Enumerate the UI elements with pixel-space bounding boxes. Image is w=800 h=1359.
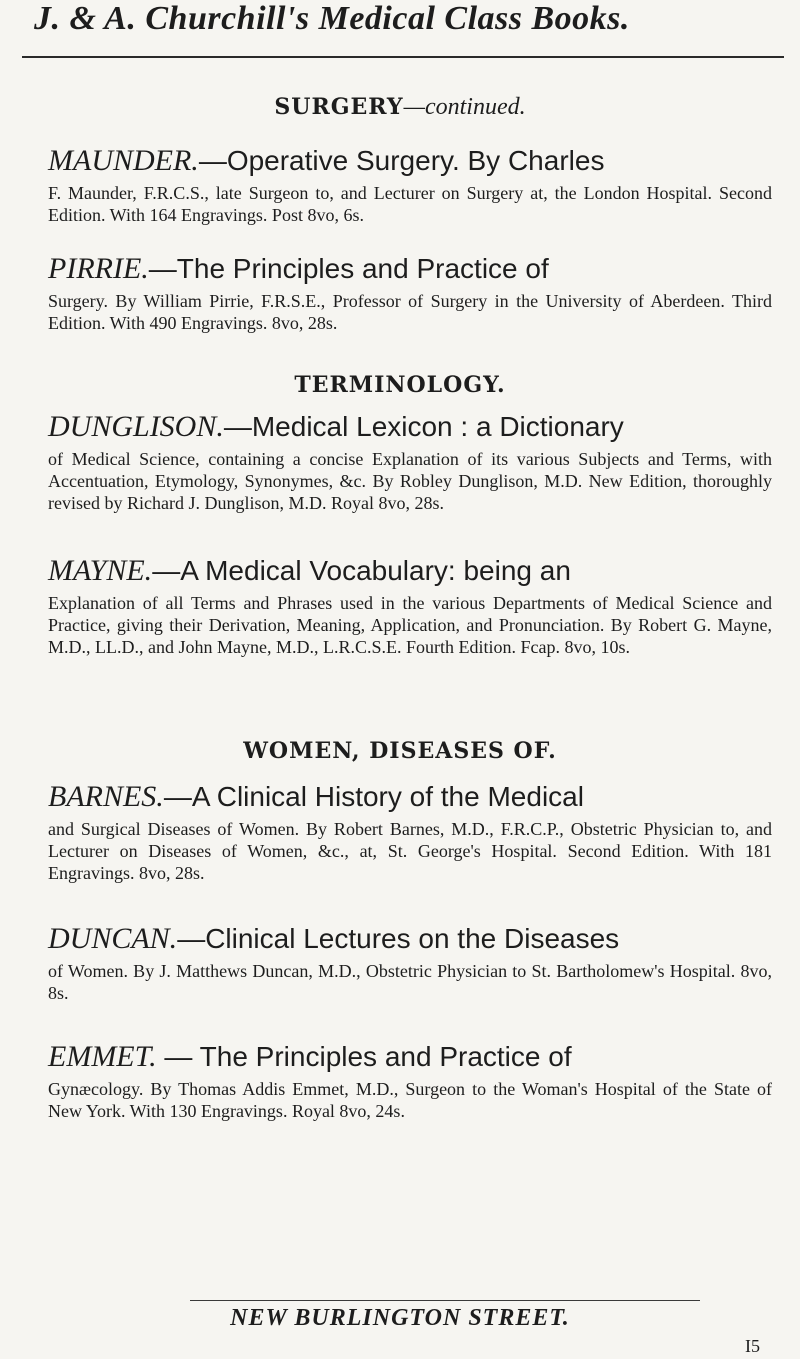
entry-work-title: —A Clinical History of the Medical [163,781,584,812]
entry-maunder [48,142,772,226]
signature-mark: I5 [745,1336,760,1356]
section-heading-suffix: —continued. [403,94,526,120]
entry-title [48,1038,772,1076]
entry-author: DUNCAN. [48,922,178,955]
entry-barnes [48,778,772,884]
entry-author: DUNGLISON. [48,410,224,443]
entry-pirrie [48,250,772,334]
header-rule [22,56,784,58]
entry-emmet [48,1038,772,1122]
entry-title [48,408,772,446]
entry-description: of Women. By J. Matthews Duncan, M.D., Obstetric Physician to St. Bartholomew's Hospital. 8vo, 8s. [48,961,772,1003]
entry-mayne [48,552,772,658]
section-heading-text: TERMINOLOGY. [294,372,506,398]
entry-description: Gynæcology. By Thomas Addis Emmet, M.D., Surgeon to the Woman's Hospital of the State of New York. With 130 Engravings. Royal 8vo, 24s. [48,1079,772,1121]
entry-author: BARNES. [48,780,164,813]
entry-author: MAYNE. [48,554,153,587]
entry-author: PIRRIE. [48,252,149,285]
entry-work-title: — The Principles and Practice of [156,1041,572,1072]
entry-author: MAUNDER. [48,144,199,177]
section-heading-surgery [0,94,800,121]
footer-rule [190,1300,700,1301]
entry-description: F. Maunder, F.R.C.S., late Surgeon to, and Lecturer on Surgery at, the London Hospital. Second Edition. With 164 Engravings. Post 8vo, 6s. [48,183,772,225]
section-heading-text: SURGERY [274,94,404,120]
section-heading-women-diseases [0,738,800,764]
entry-dunglison [48,408,772,514]
entry-title [48,142,772,180]
section-heading-terminology [0,372,800,398]
running-head: J. & A. Churchill's Medical Class Books. [34,0,630,37]
entry-duncan [48,920,772,1004]
entry-title [48,250,772,288]
section-heading-text: WOMEN, DISEASES OF. [243,738,557,764]
entry-title [48,778,772,816]
entry-work-title: —Clinical Lectures on the Diseases [177,923,620,954]
entry-title [48,920,772,958]
entry-description: Surgery. By William Pirrie, F.R.S.E., Professor of Surgery in the University of Aberdeen. Third Edition. With 490 Engravings. 8vo, 28s. [48,291,772,333]
entry-author: EMMET. [48,1040,157,1073]
publisher-address: NEW BURLINGTON STREET. [230,1305,570,1331]
entry-title [48,552,772,590]
entry-description: Explanation of all Terms and Phrases used in the various Departments of Medical Science and Practice, giving their Derivation, Meaning, Application, and Pronunciation. By Robert G. Mayne, M.D., LL.D., and John Mayne, M.D., L.R.C.S.E. Fourth Edition. Fcap. 8vo, 10s. [48,593,772,657]
entry-work-title: —The Principles and Practice of [148,253,549,284]
entry-work-title: —A Medical Vocabulary: being an [152,555,571,586]
entry-work-title: —Medical Lexicon : a Dictionary [223,411,624,442]
entry-work-title: —Operative Surgery. By Charles [198,145,605,176]
entry-description: and Surgical Diseases of Women. By Robert Barnes, M.D., F.R.C.P., Obstetric Physician to, and Lecturer on Diseases of Women, &c., at, St. George's Hospital. Second Edition. With 181 Engravings. 8vo, 28s. [48,819,772,883]
entry-description: of Medical Science, containing a concise Explanation of its various Subjects and Terms, with Accentuation, Etymology, Synonymes, &c. By Robley Dunglison, M.D. New Edition, thoroughly revised by Richard J. Dunglison, M.D. Royal 8vo, 28s. [48,449,772,513]
